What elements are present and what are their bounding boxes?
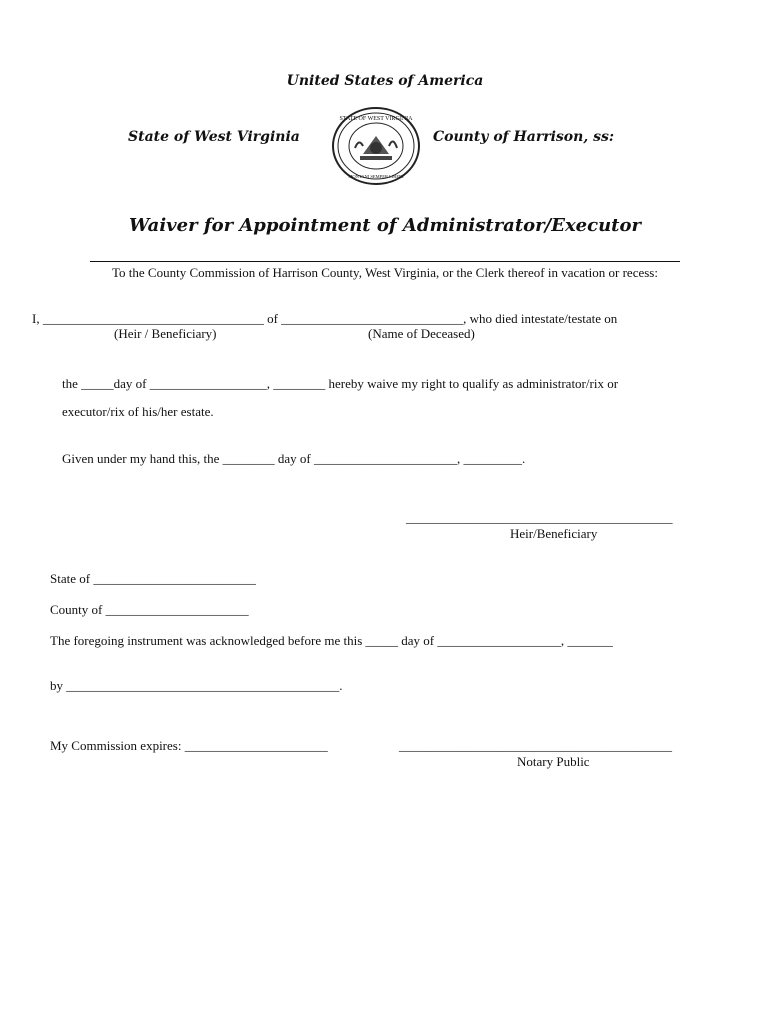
notary-public-label: Notary Public xyxy=(517,754,590,769)
commission-expires-line: My Commission expires: ______________________ xyxy=(50,738,328,753)
title-rule xyxy=(90,261,680,262)
waiver-line-2: the _____day of __________________, ________ hereby waive my right to qualify as administrator/rix or xyxy=(62,376,619,391)
heir-signature-label: Heir/Beneficiary xyxy=(510,526,598,541)
county-heading: County of Harrison, ss: xyxy=(433,129,614,145)
notary-county-line: County of ______________________ xyxy=(50,602,249,617)
form-title: Waiver for Appointment of Administrator/Executor xyxy=(129,215,641,236)
country-heading: United States of America xyxy=(286,73,484,89)
waiver-line-1: I, __________________________________ of ____________________________, who died intestate/testate on xyxy=(32,311,618,326)
seal-ring-text: STATE OF WEST VIRGINIA xyxy=(339,116,413,122)
state-heading: State of West Virginia xyxy=(128,129,300,145)
address-line: To the County Commission of Harrison County, West Virginia, or the Clerk thereof in vacation or recess: xyxy=(112,265,658,280)
deceased-label: (Name of Deceased) xyxy=(368,326,475,341)
heir-label: (Heir / Beneficiary) xyxy=(114,326,217,341)
notary-state-line: State of _________________________ xyxy=(50,571,256,586)
seal-motto: MONTANI SEMPER LIBERI xyxy=(348,174,404,179)
by-line: by __________________________________________. xyxy=(50,678,343,693)
heir-signature-line: _________________________________________ xyxy=(406,510,673,525)
notary-signature-line: __________________________________________ xyxy=(399,738,672,753)
acknowledgment-line: The foregoing instrument was acknowledged before me this _____ day of ___________________, _______ xyxy=(50,633,613,648)
waiver-line-3: executor/rix of his/her estate. xyxy=(62,404,214,419)
given-line: Given under my hand this, the ________ day of ______________________, _________. xyxy=(62,451,526,466)
state-seal xyxy=(330,106,422,186)
